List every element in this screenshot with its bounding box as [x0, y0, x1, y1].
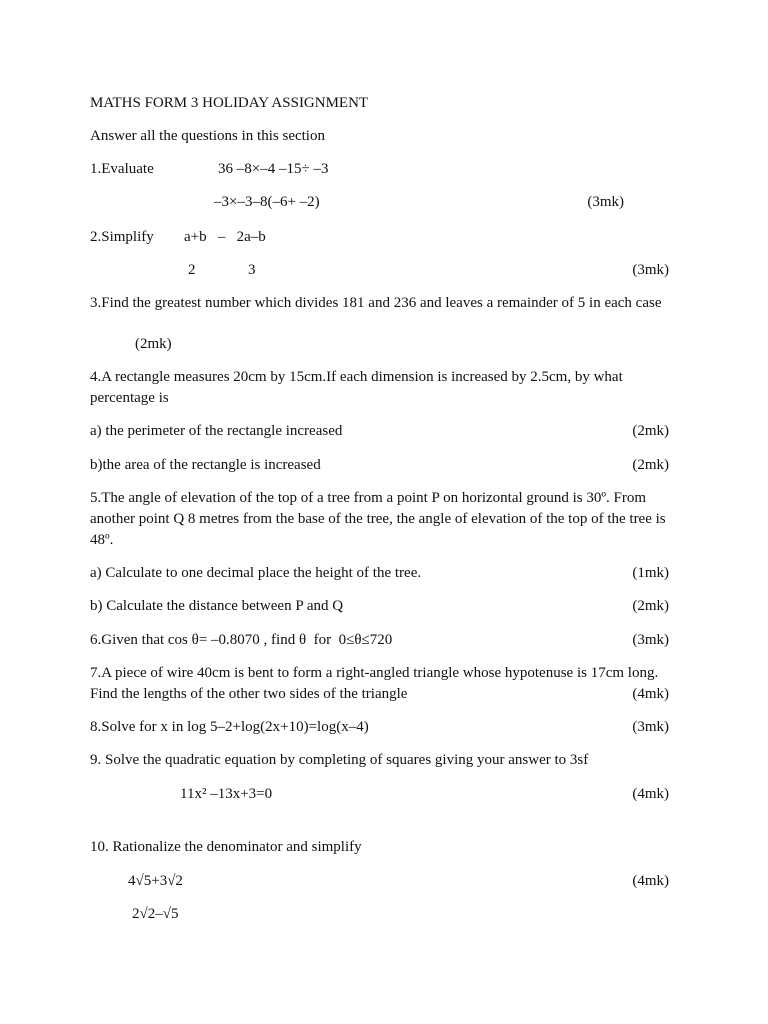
- q2-numerators: a+b – 2a–b: [184, 229, 266, 245]
- q5b-text: b) Calculate the distance between P and Q: [90, 598, 344, 614]
- q2-denominator-right: 3: [248, 262, 256, 278]
- q4b-text: b)the area of the rectangle is increased: [90, 457, 321, 473]
- q10-numerator: 4√5+3√2: [128, 873, 183, 889]
- document-title: MATHS FORM 3 HOLIDAY ASSIGNMENT: [90, 95, 369, 111]
- q5b-marks: (2mk): [632, 598, 669, 614]
- q4a-marks: (2mk): [632, 423, 669, 439]
- q8-marks: (3mk): [632, 719, 669, 735]
- q1-numerator: 36 –8×–4 –15÷ –3: [218, 161, 329, 177]
- q2-marks: (3mk): [632, 262, 669, 278]
- q10-text: 10. Rationalize the denominator and simplify: [90, 839, 362, 855]
- q7-text-line1: 7.A piece of wire 40cm is bent to form a right-angled triangle whose hypotenuse is 17cm long.: [90, 665, 659, 681]
- q4b-marks: (2mk): [632, 457, 669, 473]
- q5-text: 5.The angle of elevation of the top of a tree from a point P on horizontal ground is 30º. From another point Q 8 metres from the base of the tree, the angle of elevation of the top of the tree is 48º.: [90, 490, 666, 548]
- q3-marks: (2mk): [135, 336, 172, 352]
- q7-marks: (4mk): [632, 686, 669, 702]
- q8-text: 8.Solve for x in log 5–2+log(2x+10)=log(x–4): [90, 719, 369, 735]
- q5a-marks: (1mk): [632, 565, 669, 581]
- q9-text: 9. Solve the quadratic equation by completing of squares giving your answer to 3sf: [90, 752, 589, 768]
- q10-denominator: 2√2–√5: [132, 906, 179, 922]
- q1-denominator: –3×–3–8(–6+ –2): [214, 194, 320, 210]
- q3-text: 3.Find the greatest number which divides 181 and 236 and leaves a remainder of 5 in each case: [90, 295, 662, 311]
- q4a-text: a) the perimeter of the rectangle increased: [90, 423, 343, 439]
- q2-label: 2.Simplify: [90, 229, 154, 245]
- q6-text: 6.Given that cos θ= –0.8070 , find θ for 0≤θ≤720: [90, 632, 393, 648]
- q7-text-line2: Find the lengths of the other two sides of the triangle: [90, 686, 408, 702]
- instruction-text: Answer all the questions in this section: [90, 128, 325, 144]
- q1-marks: (3mk): [587, 194, 624, 210]
- q4-text: 4.A rectangle measures 20cm by 15cm.If each dimension is increased by 2.5cm, by what percentage is: [90, 369, 623, 406]
- q10-marks: (4mk): [632, 873, 669, 889]
- q9-equation: 11x² –13x+3=0: [180, 786, 273, 802]
- q2-denominator-left: 2: [188, 262, 196, 278]
- q6-marks: (3mk): [632, 632, 669, 648]
- q5a-text: a) Calculate to one decimal place the height of the tree.: [90, 565, 422, 581]
- q1-label: 1.Evaluate: [90, 161, 154, 177]
- q9-marks: (4mk): [632, 786, 669, 802]
